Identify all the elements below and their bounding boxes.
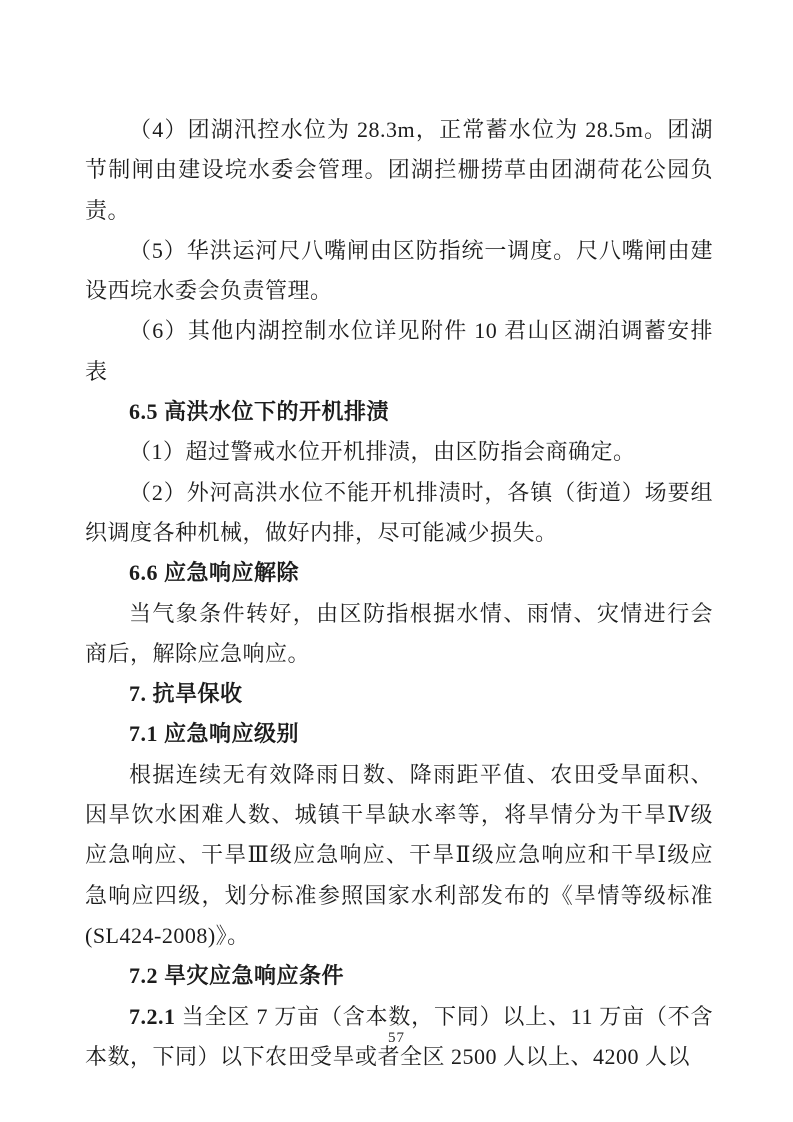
- heading-text: 7. 抗旱保收: [129, 681, 243, 707]
- paragraph-text: （4）团湖汛控水位为 28.3m，正常蓄水位为 28.5m。团湖节制闸由建设垸水委会管理。团湖拦栅捞草由团湖荷花公园负责。: [85, 117, 713, 223]
- heading-7-1-emergency-response-levels: [85, 714, 713, 754]
- heading-text: 7.1 应急响应级别: [129, 721, 300, 747]
- paragraph-text: （1）超过警戒水位开机排渍，由区防指会商确定。: [129, 439, 636, 465]
- para-clause-2-internal-drainage: [85, 473, 713, 554]
- paragraph-text: （2）外河高洪水位不能开机排渍时，各镇（街道）场要组织调度各种机械，做好内排，尽可能减少损失。: [85, 479, 713, 545]
- para-clause-5-huahong-canal-gate: [85, 231, 713, 312]
- para-drought-level-classification: [85, 755, 713, 956]
- page-number: 57: [388, 1030, 405, 1046]
- paragraph-number-lead: 7.2.1: [129, 1003, 176, 1029]
- para-response-termination-conditions: [85, 594, 713, 675]
- paragraph-text: 当气象条件转好，由区防指根据水情、雨情、灾情进行会商后，解除应急响应。: [85, 600, 713, 666]
- document-body: [85, 110, 713, 1077]
- heading-text: 6.5 高洪水位下的开机排渍: [129, 399, 390, 425]
- paragraph-text: （6）其他内湖控制水位详见附件 10 君山区湖泊调蓄安排表: [85, 318, 713, 384]
- para-clause-6-other-lake-levels: [85, 311, 713, 392]
- heading-6-5-pumping-at-high-flood-level: [85, 392, 713, 432]
- paragraph-text: 当全区 7 万亩（含本数，下同）以上、11 万亩（不含本数，下同）以下农田受旱或者全区 2500 人以上、4200 人以: [85, 1003, 713, 1069]
- heading-7-2-drought-response-conditions: [85, 956, 713, 996]
- heading-7-drought-relief: [85, 674, 713, 714]
- heading-6-6-emergency-response-termination: [85, 553, 713, 593]
- heading-text: 7.2 旱灾应急响应条件: [129, 963, 345, 989]
- para-clause-4-tuanhu-water-level: [85, 110, 713, 231]
- paragraph-text: （5）华洪运河尺八嘴闸由区防指统一调度。尺八嘴闸由建设西垸水委会负责管理。: [85, 237, 713, 304]
- heading-text: 6.6 应急响应解除: [129, 560, 300, 586]
- para-clause-1-above-warning-level: [85, 432, 713, 472]
- paragraph-text: 根据连续无有效降雨日数、降雨距平值、农田受旱面积、因旱饮水困难人数、城镇干旱缺水率等，将旱情分为干旱Ⅳ级应急响应、干旱Ⅲ级应急响应、干旱Ⅱ级应急响应和干旱Ⅰ级应急响应四级，划分标准参照国家水利部发布的《旱情等级标准(SL424-2008)》。: [85, 761, 713, 948]
